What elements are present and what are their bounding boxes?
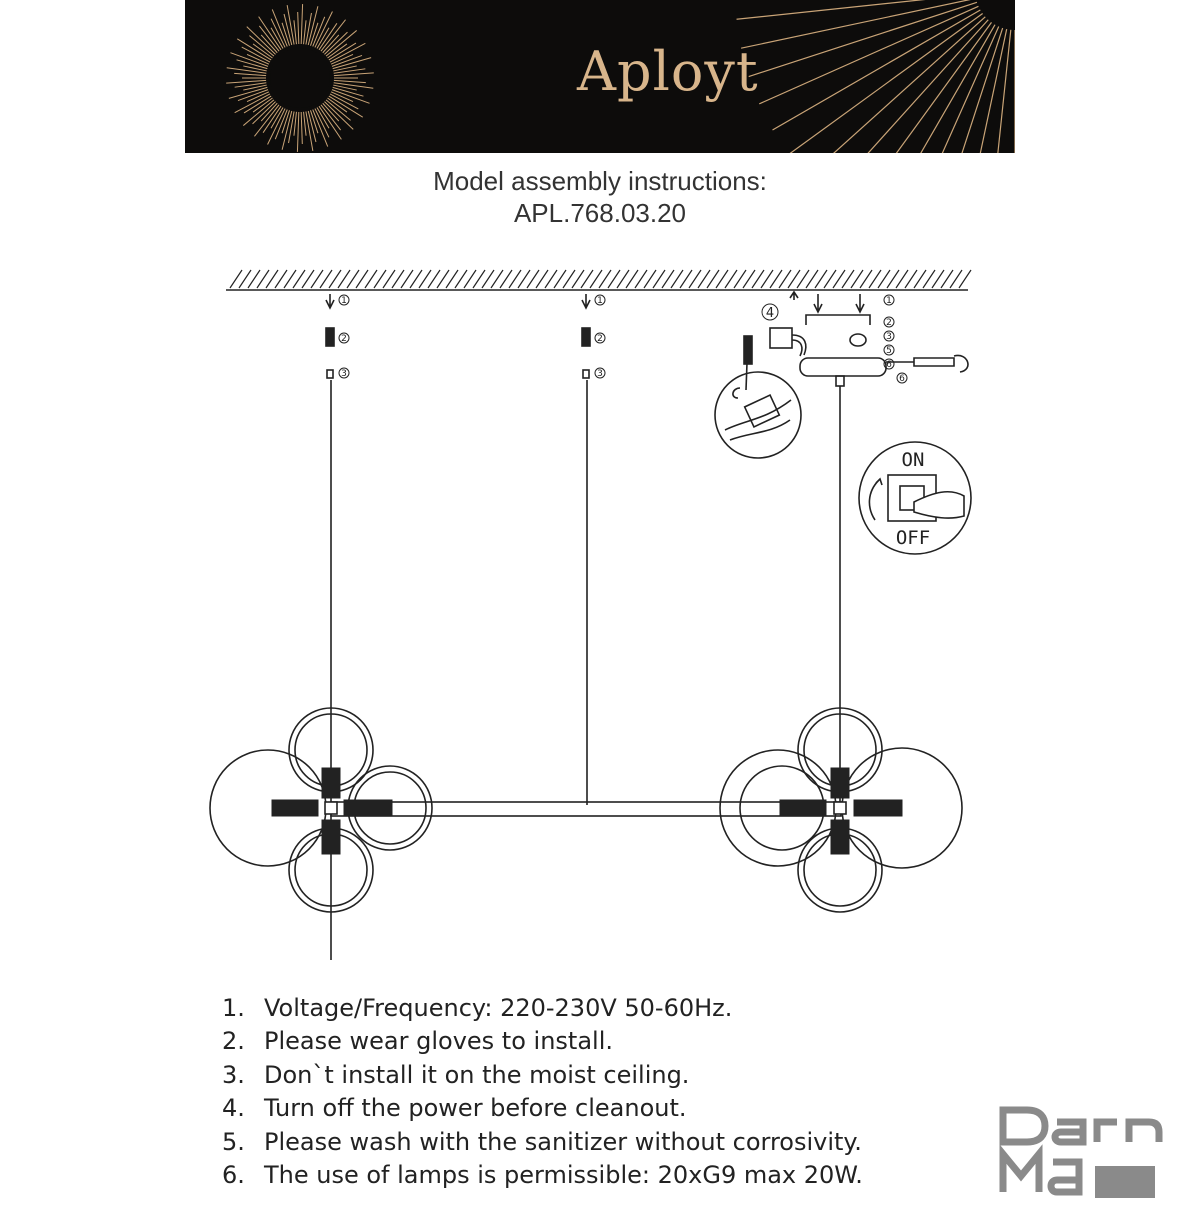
assembly-diagram bbox=[0, 240, 1200, 960]
sun-ray bbox=[334, 73, 374, 76]
step-marker: 3 bbox=[341, 369, 347, 379]
sun-ray bbox=[334, 83, 374, 89]
brand-name: Aployt bbox=[577, 40, 759, 103]
corner-ray bbox=[773, 10, 981, 130]
step-marker: 6 bbox=[886, 360, 892, 370]
step-marker: 1 bbox=[341, 296, 347, 306]
sun-ray bbox=[301, 112, 302, 144]
model-number: APL.768.03.20 bbox=[513, 198, 687, 228]
corner-ray bbox=[850, 22, 991, 153]
sun-ray bbox=[234, 73, 266, 75]
step-marker: 1 bbox=[886, 296, 892, 306]
step-marker: 6 bbox=[899, 374, 905, 384]
corner-ray bbox=[928, 28, 1002, 153]
corner-ray bbox=[788, 14, 982, 153]
step-marker: 4 bbox=[765, 306, 775, 321]
sun-ray bbox=[301, 4, 302, 44]
sun-ray bbox=[294, 20, 297, 44]
left-suspension bbox=[326, 294, 334, 960]
ceiling-canopy bbox=[715, 292, 971, 805]
sun-ray bbox=[334, 80, 366, 82]
sun-ray bbox=[289, 111, 295, 143]
list-item: 4. Turn off the power before cleanout. bbox=[222, 1094, 687, 1123]
title-line-1: Model assembly instructions: bbox=[433, 166, 767, 196]
step-marker: 5 bbox=[886, 346, 892, 356]
list-item: 2. Please wear gloves to install. bbox=[222, 1027, 613, 1056]
wiring-detail-circle bbox=[715, 372, 801, 458]
step-marker: 2 bbox=[341, 334, 347, 344]
sun-ray bbox=[263, 106, 281, 133]
sun-ray bbox=[304, 112, 307, 136]
list-item: 3. Don`t install it on the moist ceiling. bbox=[222, 1060, 690, 1089]
ceiling-hatch bbox=[230, 270, 971, 288]
sun-ray bbox=[323, 103, 339, 121]
step-marker: 2 bbox=[886, 318, 892, 328]
middle-suspension bbox=[582, 294, 590, 805]
corner-ray bbox=[737, 0, 976, 19]
brand-banner bbox=[185, 0, 1015, 153]
right-lamp-cluster bbox=[720, 708, 962, 912]
darma-logo-icon bbox=[995, 1100, 1200, 1200]
sun-ray bbox=[226, 80, 266, 83]
corner-ray bbox=[807, 17, 985, 153]
sun-ray bbox=[298, 12, 299, 44]
switch-on-label: ON bbox=[901, 449, 925, 471]
darma-watermark bbox=[995, 1100, 1200, 1208]
sun-ray bbox=[294, 112, 297, 136]
left-lamp-cluster bbox=[210, 708, 432, 912]
sun-ray bbox=[297, 112, 298, 152]
sun-ray bbox=[261, 35, 277, 53]
page-title bbox=[0, 165, 1200, 229]
step-marker: 1 bbox=[597, 296, 603, 306]
list-item: 1. Voltage/Frequency: 220-230V 50-60Hz. bbox=[222, 994, 733, 1022]
crossbar-frame bbox=[331, 802, 841, 816]
sun-ray bbox=[323, 35, 339, 53]
step-marker: 2 bbox=[597, 334, 603, 344]
switch-off-label: OFF bbox=[895, 527, 931, 549]
sun-ray bbox=[319, 23, 337, 50]
instructions-list bbox=[222, 992, 863, 1192]
sun-ray bbox=[306, 13, 312, 45]
list-item: 6. The use of lamps is permissible: 20xG9 max 20W. bbox=[222, 1161, 863, 1190]
sun-ray bbox=[304, 20, 307, 44]
step-marker: 3 bbox=[597, 369, 603, 379]
sun-ray bbox=[227, 68, 267, 74]
step-marker: 3 bbox=[886, 332, 892, 342]
list-item: 5. Please wash with the sanitizer without corrosivity. bbox=[222, 1127, 862, 1156]
sun-ray bbox=[261, 103, 277, 121]
screw-icon bbox=[886, 355, 968, 372]
